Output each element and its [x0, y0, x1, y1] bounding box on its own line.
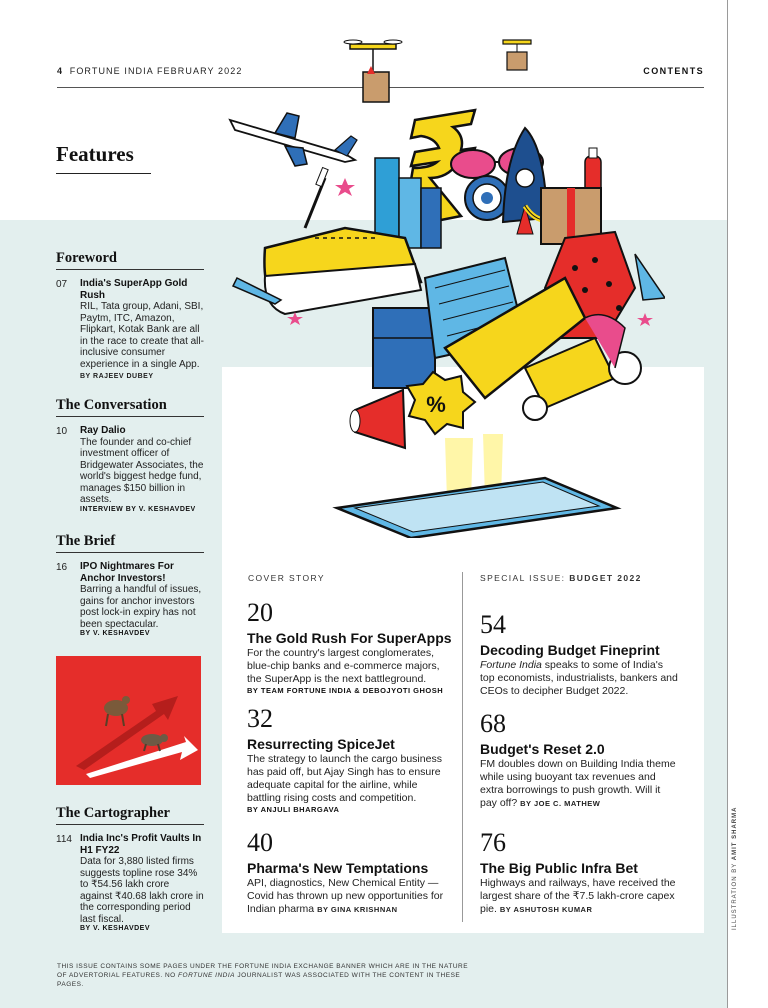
story-page-number: 32	[247, 704, 273, 733]
story-description: The strategy to launch the cargo business has paid off, but Ajay Singh has to ensure adequate capital for the airline, while battling rising costs and competition.	[247, 753, 442, 804]
story-description: API, diagnostics, New Chemical Entity — Covid has thrown up new opportunities for Indian pharma	[247, 877, 444, 915]
credit-label: ILLUSTRATION BY	[732, 862, 738, 930]
entry-headline: India's SuperApp Gold Rush	[80, 278, 188, 301]
story-page-number: 68	[480, 709, 506, 738]
airplane-icon	[230, 113, 357, 166]
running-header	[57, 66, 242, 76]
smartphone-icon	[337, 478, 617, 538]
drone-left-icon	[344, 40, 402, 102]
page-ref: 07	[56, 279, 68, 290]
toc-entry[interactable]	[56, 561, 204, 637]
story-byline: BY TEAM FORTUNE INDIA & DEBOJYOTI GHOSH	[247, 686, 444, 695]
story-title: Resurrecting SpiceJet	[247, 736, 395, 752]
entry-description: The founder and co-chief investment officer of Bridgewater Associates, the world's biggest hedge fund, manages $150 billion in assets.	[80, 436, 204, 505]
drone-right-icon	[503, 40, 531, 70]
story-byline: BY ANJULI BHARGAVA	[247, 805, 340, 814]
budget-story-item[interactable]	[480, 711, 680, 810]
toc-entry[interactable]	[56, 425, 204, 513]
bull-bear-image	[56, 656, 201, 785]
page-ref: 114	[56, 834, 72, 845]
special-issue-name: BUDGET 2022	[569, 573, 642, 583]
footnote-italic: FORTUNE INDIA	[178, 972, 235, 979]
section-title: The Brief	[56, 533, 204, 553]
entry-byline: BY V. KESHAVDEV	[80, 630, 151, 637]
story-byline: BY JOE C. MATHEW	[520, 799, 601, 808]
story-description: Highways and railways, have received the largest share of the ₹7.5 lakh-crore capex pie.	[480, 877, 676, 915]
story-title: Budget's Reset 2.0	[480, 741, 605, 757]
story-description: FM doubles down on Building India theme while using buoyant tax revenues and extra borrowings to push growth. Will it pay off?	[480, 758, 676, 809]
conversation-section	[56, 397, 204, 513]
illustration-credit	[732, 807, 738, 930]
story-page-number: 40	[247, 828, 273, 857]
cover-story-label: COVER STORY	[248, 573, 325, 583]
entry-description: Barring a handful of issues, gains for anchor investors post lock-in expiry has not been spectacular.	[80, 584, 202, 630]
story-page-number: 76	[480, 828, 506, 857]
toc-entry[interactable]	[56, 278, 204, 383]
toc-entry[interactable]	[56, 833, 204, 932]
page-ref: 10	[56, 426, 68, 437]
entry-byline: BY RAJEEV DUBEY	[80, 373, 154, 380]
story-title: The Big Public Infra Bet	[480, 860, 638, 876]
megaphone-icon	[350, 390, 405, 448]
story-byline: BY GINA KRISHNAN	[317, 905, 398, 914]
story-title: Pharma's New Temptations	[247, 860, 429, 876]
superapp-illustration	[225, 38, 665, 538]
section-title: The Cartographer	[56, 805, 204, 825]
syringe-icon	[305, 168, 328, 228]
column-divider	[462, 572, 463, 922]
section-title: The Conversation	[56, 397, 204, 417]
entry-byline: BY V. KESHAVDEV	[80, 925, 151, 932]
section-header: CONTENTS	[643, 66, 704, 76]
entry-description: RIL, Tata group, Adani, SBI, Paytm, ITC, Amazon, Flipkart, Kotak Bank are all in the race to create that all-inclusive consumer experience in a single App.	[80, 301, 204, 370]
refrigerator-icon	[373, 308, 435, 388]
budget-story-item[interactable]	[480, 612, 680, 698]
entry-headline: Ray Dalio	[80, 425, 126, 436]
paper-plane-icon	[635, 254, 665, 300]
story-page-number: 20	[247, 598, 273, 627]
story-title: The Gold Rush For SuperApps	[247, 630, 452, 646]
page-number: 4	[57, 66, 64, 76]
cover-story-item[interactable]	[247, 706, 452, 814]
story-page-number: 54	[480, 610, 506, 639]
foreword-section	[56, 250, 204, 383]
svg-text:%: %	[426, 392, 446, 417]
credit-name: AMIT SHARMA	[732, 806, 738, 861]
cartographer-section	[56, 805, 204, 932]
cover-story-item[interactable]	[247, 600, 452, 695]
sneaker-icon	[264, 228, 421, 314]
entry-headline: IPO Nightmares For Anchor Investors!	[80, 561, 174, 584]
section-title: Foreword	[56, 250, 204, 270]
footnote-part1: THIS ISSUE CONTAINS SOME PAGES UNDER THE FORTUNE INDIA EXCHANGE BANNER WHICH ARE IN THE NATURE OF ADVERTORIAL FEATURES. NO	[57, 963, 469, 979]
budget-story-item[interactable]	[480, 830, 680, 916]
special-issue-label	[480, 573, 642, 583]
bear-icon	[141, 734, 168, 751]
brief-section	[56, 533, 204, 637]
features-heading: Features	[56, 142, 134, 166]
features-underline	[56, 173, 151, 174]
story-description-italic: Fortune India	[480, 659, 542, 671]
story-description: For the country's largest conglomerates, blue-chip banks and e-commerce majors, the SuperApp is the next battleground.	[247, 647, 440, 685]
entry-headline: India Inc's Profit Vaults In H1 FY22	[80, 833, 202, 856]
special-issue-prefix: SPECIAL ISSUE:	[480, 573, 566, 583]
entry-byline: INTERVIEW BY V. KESHAVDEV	[80, 505, 196, 513]
cover-story-item[interactable]	[247, 830, 452, 916]
story-title: Decoding Budget Fineprint	[480, 642, 660, 658]
entry-description: Data for 3,880 listed firms suggests topline rose 34% to ₹54.56 lakh crore against ₹40.68 lakh crore in the corresponding period last fiscal.	[80, 856, 204, 925]
advertorial-footnote	[57, 962, 477, 989]
footnote-part2: JOURNALIST WAS ASSOCIATED WITH THE CONTENT IN THESE PAGES.	[57, 972, 461, 988]
page-ref: 16	[56, 562, 68, 573]
story-byline: BY ASHUTOSH KUMAR	[499, 905, 593, 914]
bull-icon	[104, 696, 130, 726]
publication-line: FORTUNE INDIA FEBRUARY 2022	[69, 66, 243, 76]
page-edge-rule	[727, 0, 728, 1008]
story-description: speaks to some of India's top economists, industrialists, bankers and CEOs to decipher Budget 2022.	[480, 659, 678, 697]
